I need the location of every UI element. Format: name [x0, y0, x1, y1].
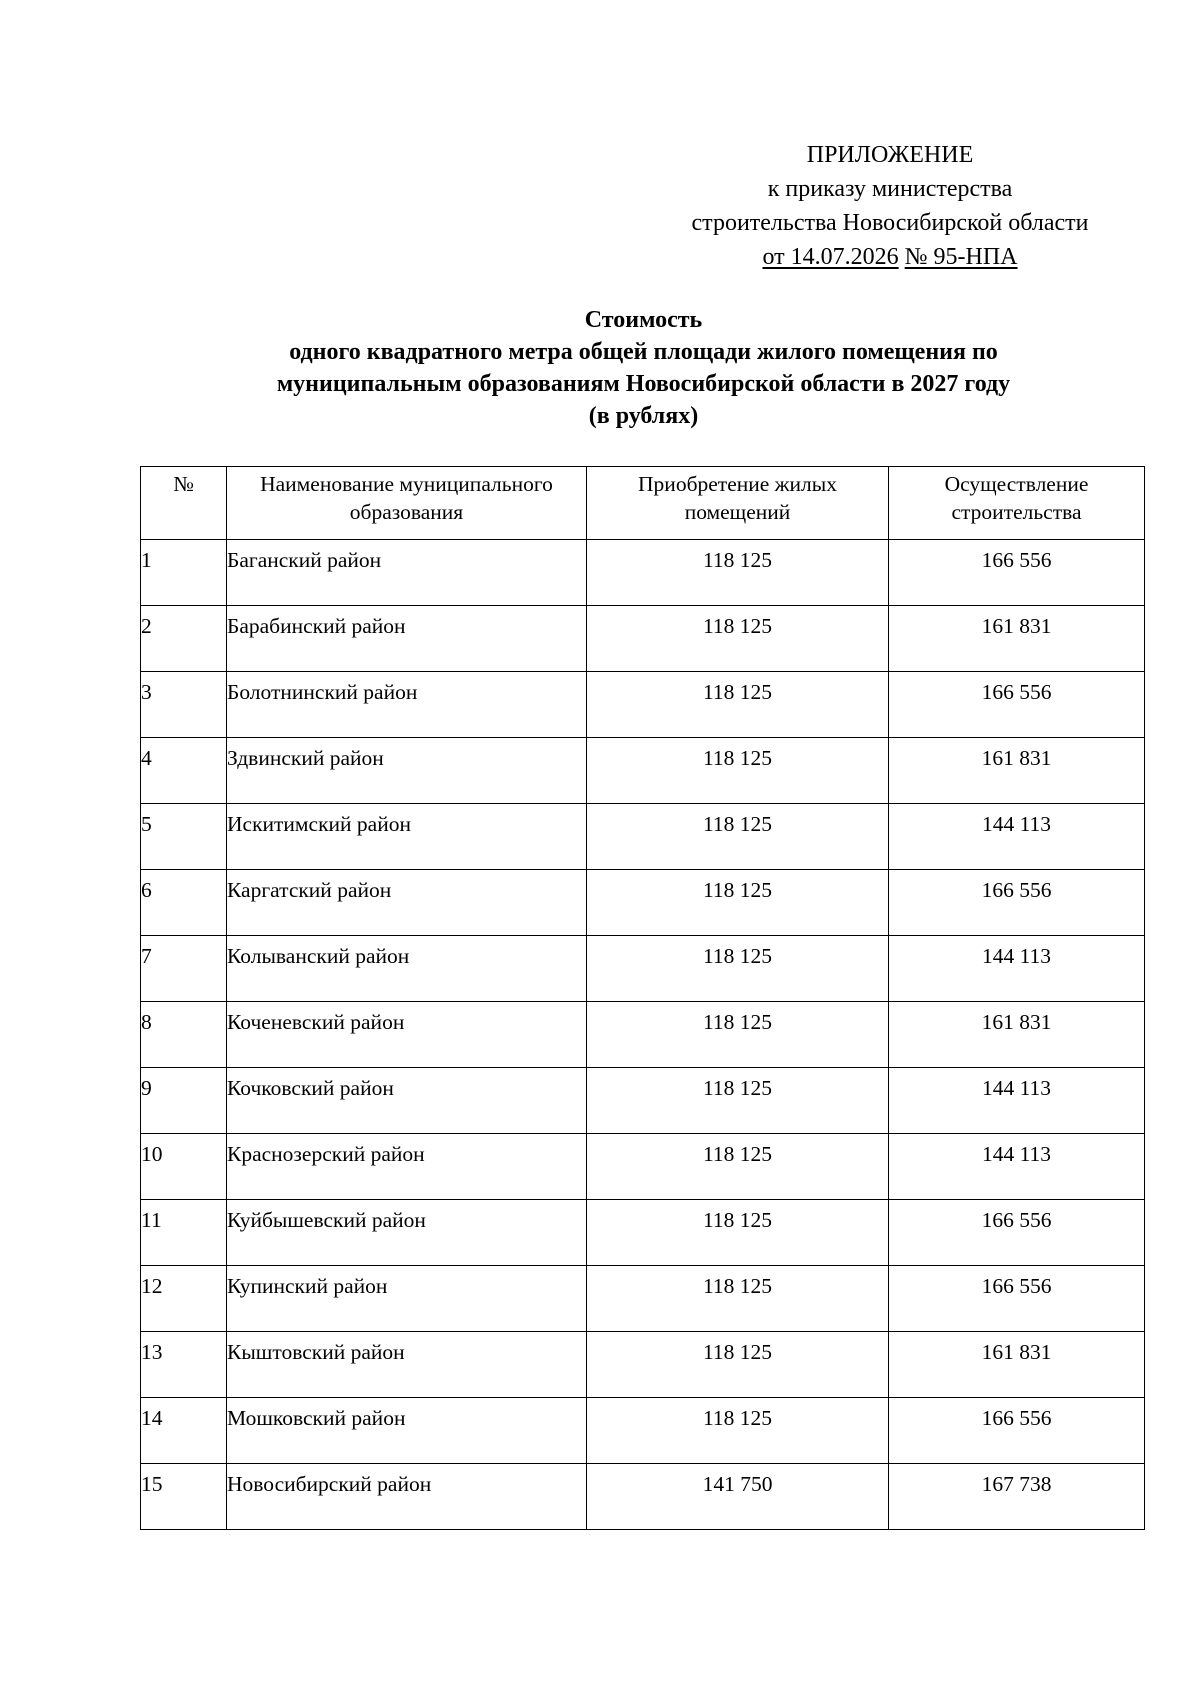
row-municipality: Барабинский район — [227, 606, 587, 672]
row-construction-cost: 144 113 — [889, 1134, 1145, 1200]
row-number: 2 — [141, 606, 227, 672]
title-line-4: (в рублях) — [588, 403, 699, 429]
table-header-row — [141, 467, 1145, 540]
table-row — [141, 936, 1145, 1002]
row-municipality: Купинский район — [227, 1266, 587, 1332]
title-line-1: Стоимость — [584, 307, 703, 333]
row-purchase-cost: 118 125 — [587, 1002, 889, 1068]
row-municipality: Мошковский район — [227, 1398, 587, 1464]
row-number: 8 — [141, 1002, 227, 1068]
row-municipality: Болотнинский район — [227, 672, 587, 738]
row-purchase-cost: 118 125 — [587, 870, 889, 936]
document-title — [100, 304, 1187, 432]
row-municipality: Искитимский район — [227, 804, 587, 870]
row-construction-cost: 166 556 — [889, 540, 1145, 606]
row-purchase-cost: 141 750 — [587, 1464, 889, 1530]
appendix-date-number-line — [600, 240, 1180, 274]
row-construction-cost: 166 556 — [889, 1200, 1145, 1266]
row-purchase-cost: 118 125 — [587, 1134, 889, 1200]
table-row — [141, 804, 1145, 870]
row-municipality: Кочковский район — [227, 1068, 587, 1134]
row-construction-cost: 161 831 — [889, 606, 1145, 672]
row-number: 13 — [141, 1332, 227, 1398]
row-municipality: Кыштовский район — [227, 1332, 587, 1398]
row-municipality: Колыванский район — [227, 936, 587, 1002]
row-purchase-cost: 118 125 — [587, 1332, 889, 1398]
row-purchase-cost: 118 125 — [587, 738, 889, 804]
row-municipality: Баганский район — [227, 540, 587, 606]
row-number: 3 — [141, 672, 227, 738]
row-construction-cost: 161 831 — [889, 1332, 1145, 1398]
table-row — [141, 870, 1145, 936]
row-number: 12 — [141, 1266, 227, 1332]
row-construction-cost: 144 113 — [889, 804, 1145, 870]
row-municipality: Здвинский район — [227, 738, 587, 804]
header-purchase: Приобретение жилых помещений — [587, 467, 889, 540]
cost-table — [140, 466, 1145, 1530]
row-municipality: Коченевский район — [227, 1002, 587, 1068]
appendix-order-line: к приказу министерства — [767, 176, 1013, 202]
appendix-block — [600, 138, 1180, 274]
row-number: 14 — [141, 1398, 227, 1464]
row-construction-cost: 161 831 — [889, 738, 1145, 804]
row-purchase-cost: 118 125 — [587, 804, 889, 870]
row-municipality: Краснозерский район — [227, 1134, 587, 1200]
appendix-heading: ПРИЛОЖЕНИЕ — [806, 142, 974, 168]
row-municipality: Новосибирский район — [227, 1464, 587, 1530]
row-number: 4 — [141, 738, 227, 804]
table-row — [141, 1200, 1145, 1266]
table-body — [141, 540, 1145, 1530]
row-construction-cost: 167 738 — [889, 1464, 1145, 1530]
row-construction-cost: 144 113 — [889, 1068, 1145, 1134]
table-row — [141, 672, 1145, 738]
row-construction-cost: 166 556 — [889, 672, 1145, 738]
row-purchase-cost: 118 125 — [587, 936, 889, 1002]
row-purchase-cost: 118 125 — [587, 540, 889, 606]
appendix-ministry-line: строительства Новосибирской области — [691, 210, 1089, 236]
row-number: 7 — [141, 936, 227, 1002]
row-purchase-cost: 118 125 — [587, 1266, 889, 1332]
header-name: Наименование муниципального образования — [227, 467, 587, 540]
header-construction: Осуществление строительства — [889, 467, 1145, 540]
row-number: 6 — [141, 870, 227, 936]
table-row — [141, 1398, 1145, 1464]
row-construction-cost: 144 113 — [889, 936, 1145, 1002]
row-municipality: Каргатский район — [227, 870, 587, 936]
row-construction-cost: 161 831 — [889, 1002, 1145, 1068]
row-number: 10 — [141, 1134, 227, 1200]
order-date: от 14.07.2026 — [762, 244, 899, 270]
row-construction-cost: 166 556 — [889, 870, 1145, 936]
row-purchase-cost: 118 125 — [587, 672, 889, 738]
row-number: 5 — [141, 804, 227, 870]
row-purchase-cost: 118 125 — [587, 1068, 889, 1134]
table-row — [141, 738, 1145, 804]
row-number: 15 — [141, 1464, 227, 1530]
table-row — [141, 1332, 1145, 1398]
table-row — [141, 540, 1145, 606]
table-row — [141, 1464, 1145, 1530]
title-line-2: одного квадратного метра общей площади жилого помещения по — [289, 339, 998, 365]
row-construction-cost: 166 556 — [889, 1398, 1145, 1464]
row-purchase-cost: 118 125 — [587, 1398, 889, 1464]
table-row — [141, 606, 1145, 672]
row-construction-cost: 166 556 — [889, 1266, 1145, 1332]
table-row — [141, 1266, 1145, 1332]
row-purchase-cost: 118 125 — [587, 606, 889, 672]
table-row — [141, 1002, 1145, 1068]
row-number: 1 — [141, 540, 227, 606]
row-municipality: Куйбышевский район — [227, 1200, 587, 1266]
row-number: 9 — [141, 1068, 227, 1134]
table-row — [141, 1068, 1145, 1134]
row-purchase-cost: 118 125 — [587, 1200, 889, 1266]
header-num: № — [141, 467, 227, 540]
row-number: 11 — [141, 1200, 227, 1266]
table-row — [141, 1134, 1145, 1200]
title-line-3: муниципальным образованиям Новосибирской области в 2027 году — [276, 371, 1011, 397]
order-number: № 95-НПА — [904, 244, 1018, 270]
